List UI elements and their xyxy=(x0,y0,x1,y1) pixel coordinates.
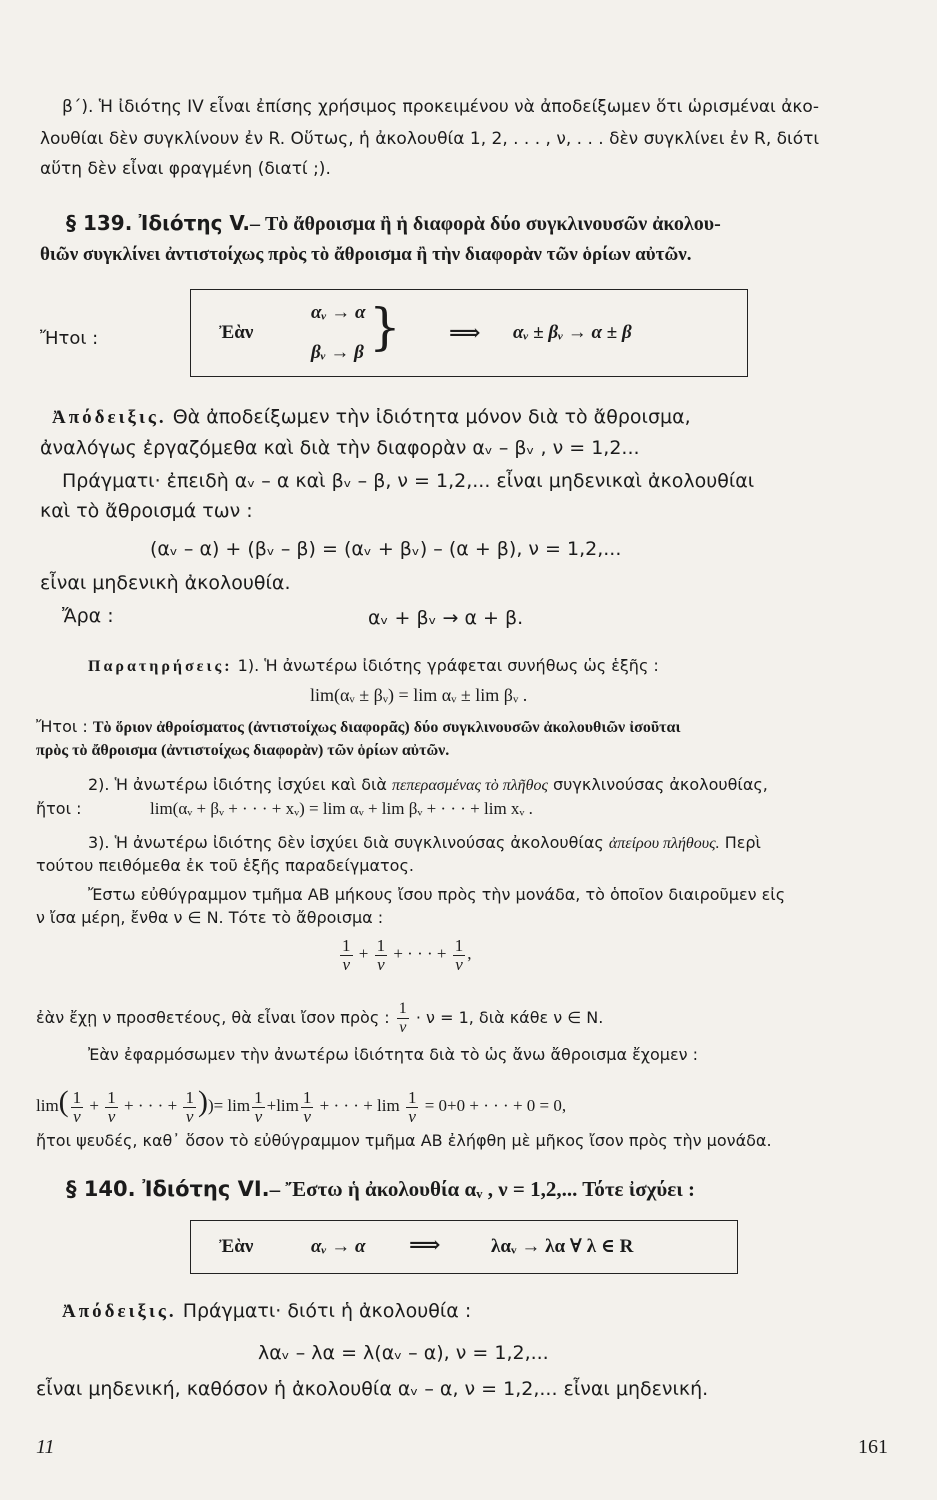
example-line-3-text: ἐὰν ἔχῃ ν προσθετέους, θὰ εἶναι ἴσον πρὸς : xyxy=(36,1008,390,1027)
box-cond-1: αᵥ → α xyxy=(311,302,366,323)
remark-3-text-a: 3). Ἡ ἀνωτέρω ἰδιότης δὲν ἰσχύει διὰ συγκλινούσας ἀκολουθίας xyxy=(88,833,609,852)
implies-icon: ⟹ xyxy=(409,1232,441,1257)
remark-2-htoi: ἤτοι : xyxy=(36,799,82,818)
section-number: § 139. xyxy=(66,211,133,235)
box-cond-2: βᵥ → β xyxy=(311,342,364,363)
equation-limit-paradox: lim( $\frac{1}{\nu}$ + $\frac{1}{\nu}$ + · · · + $\frac{1}{\nu}$ ))= lim $\frac{1}{\nu}$ +lim $\frac{1}{\nu}$ + · · · + lim $\frac{1}{\nu}$ = 0+0 + · · · + 0 = 0, xyxy=(36,1085,567,1126)
equation-sum-difference: (αᵥ – α) + (βᵥ – β) = (αᵥ + βᵥ) – (α + β), ν = 1,2,... xyxy=(150,538,622,560)
signature-mark: 11 xyxy=(36,1436,55,1458)
intro-line-3: αὕτη δὲν εἶναι φραγμένη (διατί ;). xyxy=(40,159,331,179)
right-brace-icon: } xyxy=(369,298,401,356)
equation-finite-sum: lim(αᵥ + βᵥ + · · · + xᵥ) = lim αᵥ + lim βᵥ + · · · + lim xᵥ . xyxy=(150,799,533,818)
box-ean: Ἐὰν xyxy=(219,322,254,343)
remark-1-text: 1). Ἡ ἀνωτέρω ἰδιότης γράφεται συνήθως ὡς ἑξῆς : xyxy=(237,656,659,675)
htoi-label: Ἤτοι : xyxy=(40,328,99,349)
box-cond: αᵥ → α xyxy=(311,1236,366,1257)
proof-139-line-4: καὶ τὸ ἄθροισμά των : xyxy=(40,500,253,522)
equation-fraction-sum: $\frac{1}{\nu}$ + $\frac{1}{\nu}$ + · · · + $\frac{1}{\nu}$ , xyxy=(342,935,472,974)
example-line-3-tail: · ν = 1, διὰ κάθε ν ∈ N. xyxy=(415,1008,604,1027)
remark-3-text-b: Περὶ xyxy=(719,833,761,852)
intro-line-2: λουθίαι δὲν συγκλίνουν ἐν R. Οὕτως, ἡ ἀκολουθία 1, 2, . . . , ν, . . . δὲν συγκλίνει ἐν R, διότι xyxy=(40,129,820,149)
proof-label: Ἀπόδειξις. xyxy=(62,1301,177,1322)
fraction: $\frac{1}{\nu}$ xyxy=(376,935,386,974)
proof-139-line-2: ἀναλόγως ἐργαζόμεθα καὶ διὰ τὴν διαφορὰν αᵥ – βᵥ , ν = 1,2... xyxy=(40,437,640,459)
proof-label: Ἀπόδειξις. xyxy=(52,407,167,428)
remark-2-italic: πεπερασμένας τὸ πλῆθος xyxy=(392,777,548,794)
section-139-heading xyxy=(66,212,721,235)
section-140-heading xyxy=(66,1178,695,1200)
remark-3-line xyxy=(88,832,761,855)
remark-2-line xyxy=(88,774,768,797)
section-title: Ἰδιότης V. xyxy=(138,211,250,235)
proof-140-line-1 xyxy=(62,1300,471,1323)
remark-2-text-b: συγκλινούσας ἀκολουθίας, xyxy=(547,775,768,794)
intro-line-1: β΄). Ἡ ἰδιότης IV εἶναι ἐπίσης χρήσιμος προκειμένου νὰ ἀποδείξωμεν ὅτι ὡρισμέναι ἀκο- xyxy=(62,97,819,117)
theorem-box-140 xyxy=(190,1220,738,1274)
proof-text: Θὰ ἀποδείξωμεν τὴν ἰδιότητα μόνον διὰ τὸ ἄθροισμα, xyxy=(172,406,691,428)
example-line-5: ἤτοι ψευδές, καθ᾽ ὅσον τὸ εὐθύγραμμον τμῆμα ΑΒ ἐλήφθη μὲ μῆκος ἴσον πρὸς τὴν μονάδα. xyxy=(36,1131,772,1150)
section-number: § 140. xyxy=(66,1177,136,1201)
example-line-4: Ἐὰν ἐφαρμόσωμεν τὴν ἀνωτέρω ἰδιότητα διὰ τὸ ὡς ἄνω ἄθροισμα ἔχομεν : xyxy=(88,1045,699,1064)
remark-1-line xyxy=(88,655,659,678)
box-result: λαᵥ → λα ∀ λ ∈ R xyxy=(491,1236,634,1257)
section-title: Ἰδιότης VI. xyxy=(142,1177,270,1201)
htoi-2-line-1 xyxy=(36,716,680,739)
section-statement: – Τὸ ἄθροισμα ἢ ἡ διαφορὰ δύο συγκλινουσῶν ἀκολου- xyxy=(249,213,721,235)
equation-sum-limit: αᵥ + βᵥ → α + β. xyxy=(368,607,524,629)
section-statement: – Ἔστω ἡ ἀκολουθία αᵥ , ν = 1,2,... Τότε ἰσχύει : xyxy=(269,1177,695,1201)
remark-3-line-2: τούτου πειθόμεθα ἐκ τοῦ ἑξῆς παραδείγματος. xyxy=(36,856,414,875)
remark-3-italic: ἀπείρου πλήθους. xyxy=(608,835,720,852)
remark-2-text-a: 2). Ἡ ἀνωτέρω ἰδιότης ἰσχύει καὶ διὰ xyxy=(88,775,393,794)
proof-139-line-3: Πράγματι· ἐπειδὴ αᵥ – α καὶ βᵥ – β, ν = 1,2,... εἶναι μηδενικαὶ ἀκολουθίαι xyxy=(62,470,755,492)
proof-139-line-5: εἶναι μηδενικὴ ἀκολουθία. xyxy=(40,572,291,594)
proof-140-line-2: εἶναι μηδενική, καθόσον ἡ ἀκολουθία αᵥ – α, ν = 1,2,... εἶναι μηδενική. xyxy=(36,1378,709,1400)
ara-label: Ἄρα : xyxy=(62,605,114,627)
fraction: $\frac{1}{\nu}$ xyxy=(398,1000,407,1036)
remarks-label: Παρατηρήσεις: xyxy=(88,658,233,675)
htoi-2-label: Ἤτοι : xyxy=(36,717,88,736)
proof-text: Πράγματι· διότι ἡ ἀκολουθία : xyxy=(182,1300,472,1322)
example-line-2: ν ἴσα μέρη, ἔνθα ν ∈ N. Τότε τὸ ἄθροισμα : xyxy=(36,908,384,927)
htoi-2-line-2: πρὸς τὸ ἄθροισμα (ἀντιστοίχως διαφορὰν) τῶν ὁρίων αὐτῶν. xyxy=(36,742,450,759)
page-number: 161 xyxy=(858,1436,888,1458)
box-result: αᵥ ± βᵥ → α ± β xyxy=(513,322,632,343)
fraction: $\frac{1}{\nu}$ xyxy=(454,935,464,974)
htoi-2-bold-1: Τὸ ὅριον ἀθροίσματος (ἀντιστοίχως διαφορᾶς) δύο συγκλινουσῶν ἀκολουθιῶν ἰσοῦται xyxy=(92,719,681,736)
example-line-3 xyxy=(36,1000,603,1037)
proof-139-line-1 xyxy=(52,406,691,429)
equation-limit-rule: lim(αᵥ ± βᵥ) = lim αᵥ ± lim βᵥ . xyxy=(310,685,528,705)
equation-scalar: λαᵥ – λα = λ(αᵥ – α), ν = 1,2,... xyxy=(258,1342,549,1364)
section-139-statement-2: θιῶν συγκλίνει ἀντιστοίχως πρὸς τὸ ἄθροισμα ἢ τὴν διαφορὰν τῶν ὁρίων αὐτῶν. xyxy=(40,244,692,265)
example-line-1: Ἔστω εὐθύγραμμον τμῆμα ΑΒ μήκους ἴσου πρὸς τὴν μονάδα, τὸ ὁποῖον διαιροῦμεν εἰς xyxy=(88,885,786,904)
fraction: $\frac{1}{\nu}$ xyxy=(342,935,351,974)
box-ean: Ἐὰν xyxy=(219,1236,254,1257)
theorem-box-139 xyxy=(190,289,748,377)
implies-icon: ⟹ xyxy=(449,320,481,345)
